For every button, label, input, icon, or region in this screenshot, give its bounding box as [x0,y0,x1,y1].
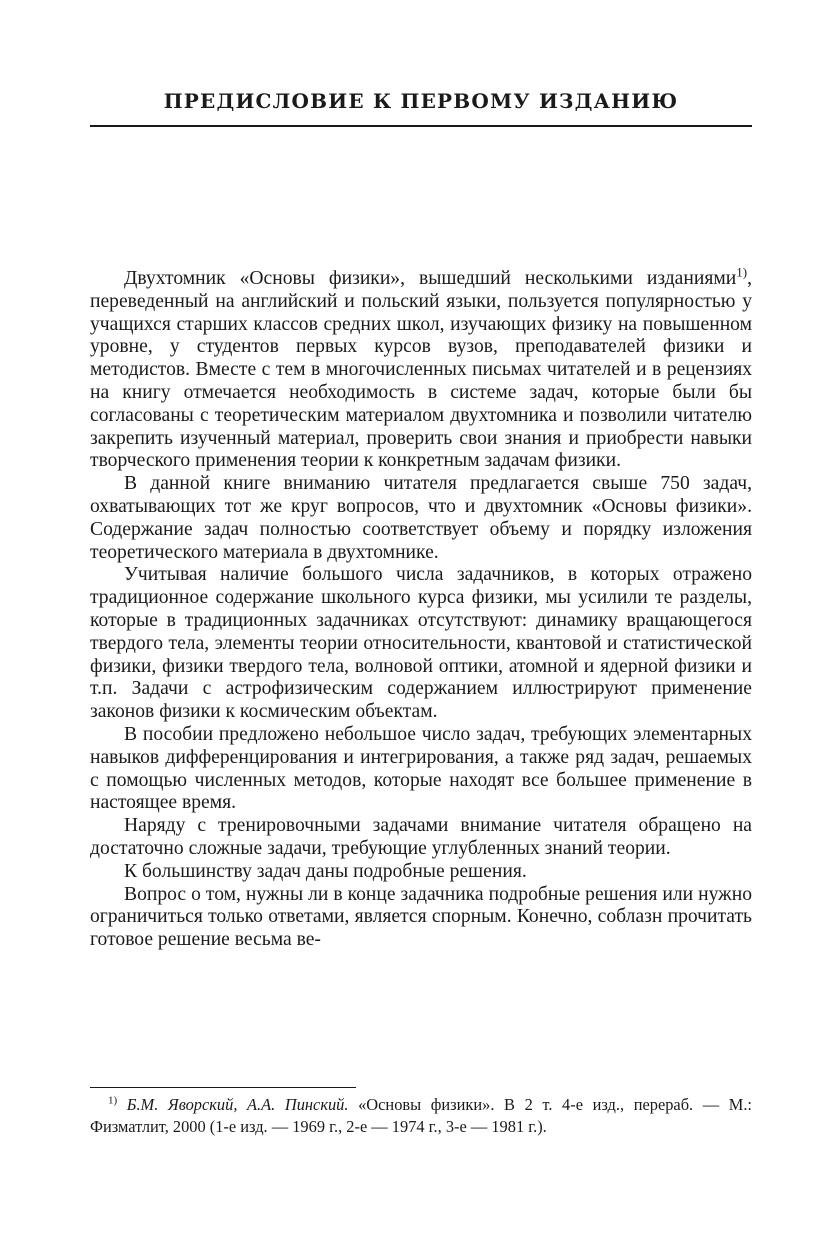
paragraph-4: В пособии предложено небольшое число задач, требующих элементарных навыков дифференцирования и интегрирования, а также ряд задач, решаемых с помощью численных методов, которые находят все большее применение в настоящее время. [90,723,752,814]
header-divider [90,125,752,127]
paragraph-3: Учитывая наличие большого числа задачников, в которых отражено традиционное содержание школьного курса физики, мы усилили те разделы, которые в традиционных задачниках отсутствуют: динамику вращающегося твердого тела, элементы теории относительности, квантовой и статистической физики, физики твердого тела, волновой оптики, атомной и ядерной физики и т.п. Задачи с астрофизическим содержанием иллюстрируют применение законов физики к космическим объектам. [90,564,752,723]
page-header-title: ПРЕДИСЛОВИЕ К ПЕРВОМУ ИЗДАНИЮ [163,89,679,113]
footnote-text [90,1094,752,1138]
paragraph-1 [90,264,752,473]
paragraph-2: В данной книге вниманию читателя предлагается свыше 750 задач, охватывающих тот же круг вопросов, что и двухтомник «Основы физики». Содержание задач полностью соответствует объему и порядку изложения теоретического материала в двухтомнике. [90,473,752,563]
footnote-divider [90,1087,356,1088]
paragraph-1-start: Двухтомник «Основы физики», вышедший несколькими изданиями [124,268,737,289]
paragraph-5: Наряду с тренировочными задачами внимание читателя обращено на достаточно сложные задачи, требующие углубленных знаний теории. [90,815,752,859]
page [90,0,752,1240]
footnote [90,1094,752,1138]
footnote-authors: Б.М. Яворский, А.А. Пинский. [126,1095,349,1114]
paragraph-1-rest: , переведенный на английский и польский языки, пользуется популярностью у учащихся старших классов средних школ, изучающих физику на повышенном уровне, у студентов первых курсов вузов, преподавателей физики и методистов. Вместе с тем в многочисленных письмах читателей и в рецензиях на книгу отмечается необходимость в системе задач, которые были бы согласованы с теоретическим материалом двухтомника и позволили читателю закрепить изученный материал, проверить свои знания и приобрести навыки творческого применения теории к конкретным задачам физики. [90,268,752,472]
paragraph-7: Вопрос о том, нужны ли в конце задачника подробные решения или нужно ограничиться только ответами, является спорным. Конечно, соблазн прочитать готовое решение весьма ве- [90,883,752,951]
preface-body [90,264,752,952]
footnote-citation: «Основы физики». В 2 т. 4-е изд., перераб. — М.: Физматлит, 2000 (1-е изд. — 1969 г., 2-е — 1974 г., 3-е — 1981 г.). [90,1095,752,1136]
paragraph-6: К большинству задач даны подробные решения. [124,860,527,882]
footnote-reference[interactable]: 1) [736,264,748,280]
footnote-marker: 1) [108,1094,118,1107]
